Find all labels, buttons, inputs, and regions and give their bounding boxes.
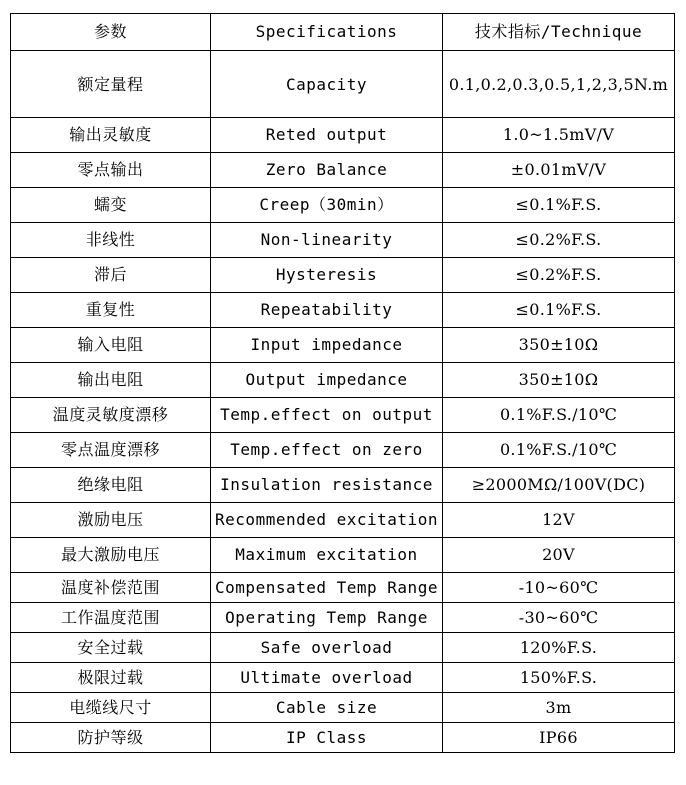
row-value: 0.1%F.S./10℃ — [443, 398, 675, 433]
row-spec-en: Output impedance — [211, 363, 443, 398]
table-row-ultimate-overload — [11, 663, 675, 693]
row-value: -10~60℃ — [443, 573, 675, 603]
row-param-cn: 额定量程 — [11, 51, 211, 118]
row-param-cn: 激励电压 — [11, 503, 211, 538]
row-param-cn: 安全过载 — [11, 633, 211, 663]
row-spec-en: Ultimate overload — [211, 663, 443, 693]
row-param-cn: 最大激励电压 — [11, 538, 211, 573]
row-spec-en: Operating Temp Range — [211, 603, 443, 633]
row-value: 20V — [443, 538, 675, 573]
row-value: ≤0.2%F.S. — [443, 223, 675, 258]
row-spec-en: Compensated Temp Range — [211, 573, 443, 603]
row-spec-en: Input impedance — [211, 328, 443, 363]
row-spec-en: Maximum excitation — [211, 538, 443, 573]
table-row-non-linearity — [11, 223, 675, 258]
row-spec-en: Insulation resistance — [211, 468, 443, 503]
row-spec-en: Safe overload — [211, 633, 443, 663]
row-spec-en: Creep（30min） — [211, 188, 443, 223]
row-spec-en: Capacity — [211, 51, 443, 118]
table-row-zero-balance — [11, 153, 675, 188]
header-tech: 技术指标/Technique — [443, 14, 675, 51]
row-param-cn: 电缆线尺寸 — [11, 693, 211, 723]
table-row-creep — [11, 188, 675, 223]
row-param-cn: 输出电阻 — [11, 363, 211, 398]
row-value: 120%F.S. — [443, 633, 675, 663]
row-value: 0.1,0.2,0.3,0.5,1,2,3,5N.m — [443, 51, 675, 118]
row-value: ≤0.1%F.S. — [443, 293, 675, 328]
row-param-cn: 输入电阻 — [11, 328, 211, 363]
table-row-compensated-temp-range — [11, 573, 675, 603]
row-param-cn: 重复性 — [11, 293, 211, 328]
table-row-safe-overload — [11, 633, 675, 663]
row-param-cn: 工作温度范围 — [11, 603, 211, 633]
row-value: 150%F.S. — [443, 663, 675, 693]
row-spec-en: Reted output — [211, 118, 443, 153]
table-row-output-impedance — [11, 363, 675, 398]
row-value: -30~60℃ — [443, 603, 675, 633]
row-param-cn: 蠕变 — [11, 188, 211, 223]
row-spec-en: IP Class — [211, 723, 443, 753]
row-spec-en: Hysteresis — [211, 258, 443, 293]
table-row-temp-effect-output — [11, 398, 675, 433]
row-value: 12V — [443, 503, 675, 538]
table-row-hysteresis — [11, 258, 675, 293]
specifications-table — [10, 13, 675, 753]
row-param-cn: 温度补偿范围 — [11, 573, 211, 603]
row-spec-en: Repeatability — [211, 293, 443, 328]
table-row-repeatability — [11, 293, 675, 328]
table-row-ip-class — [11, 723, 675, 753]
row-spec-en: Non-linearity — [211, 223, 443, 258]
row-spec-en: Temp.effect on zero — [211, 433, 443, 468]
row-param-cn: 零点输出 — [11, 153, 211, 188]
row-value: ≥2000MΩ/100V(DC) — [443, 468, 675, 503]
table-row-capacity — [11, 51, 675, 118]
table-row-insulation-resistance — [11, 468, 675, 503]
row-value: 350±10Ω — [443, 363, 675, 398]
row-value: 0.1%F.S./10℃ — [443, 433, 675, 468]
row-value: IP66 — [443, 723, 675, 753]
row-value: ≤0.1%F.S. — [443, 188, 675, 223]
row-spec-en: Temp.effect on output — [211, 398, 443, 433]
row-param-cn: 防护等级 — [11, 723, 211, 753]
table-row-recommended-excitation — [11, 503, 675, 538]
table-row-cable-size — [11, 693, 675, 723]
row-spec-en: Recommended excitation — [211, 503, 443, 538]
row-value: ≤0.2%F.S. — [443, 258, 675, 293]
row-value: 3m — [443, 693, 675, 723]
header-spec: Specifications — [211, 14, 443, 51]
row-spec-en: Cable size — [211, 693, 443, 723]
table-row-rated-output — [11, 118, 675, 153]
table-row-temp-effect-zero — [11, 433, 675, 468]
row-param-cn: 零点温度漂移 — [11, 433, 211, 468]
row-param-cn: 温度灵敏度漂移 — [11, 398, 211, 433]
header-param: 参数 — [11, 14, 211, 51]
row-value: 350±10Ω — [443, 328, 675, 363]
row-value: 1.0~1.5mV/V — [443, 118, 675, 153]
row-param-cn: 极限过载 — [11, 663, 211, 693]
table-row-operating-temp-range — [11, 603, 675, 633]
row-param-cn: 输出灵敏度 — [11, 118, 211, 153]
row-param-cn: 滞后 — [11, 258, 211, 293]
row-spec-en: Zero Balance — [211, 153, 443, 188]
row-value: ±0.01mV/V — [443, 153, 675, 188]
table-row-input-impedance — [11, 328, 675, 363]
row-param-cn: 非线性 — [11, 223, 211, 258]
table-header-row — [11, 14, 675, 51]
table-row-maximum-excitation — [11, 538, 675, 573]
row-param-cn: 绝缘电阻 — [11, 468, 211, 503]
